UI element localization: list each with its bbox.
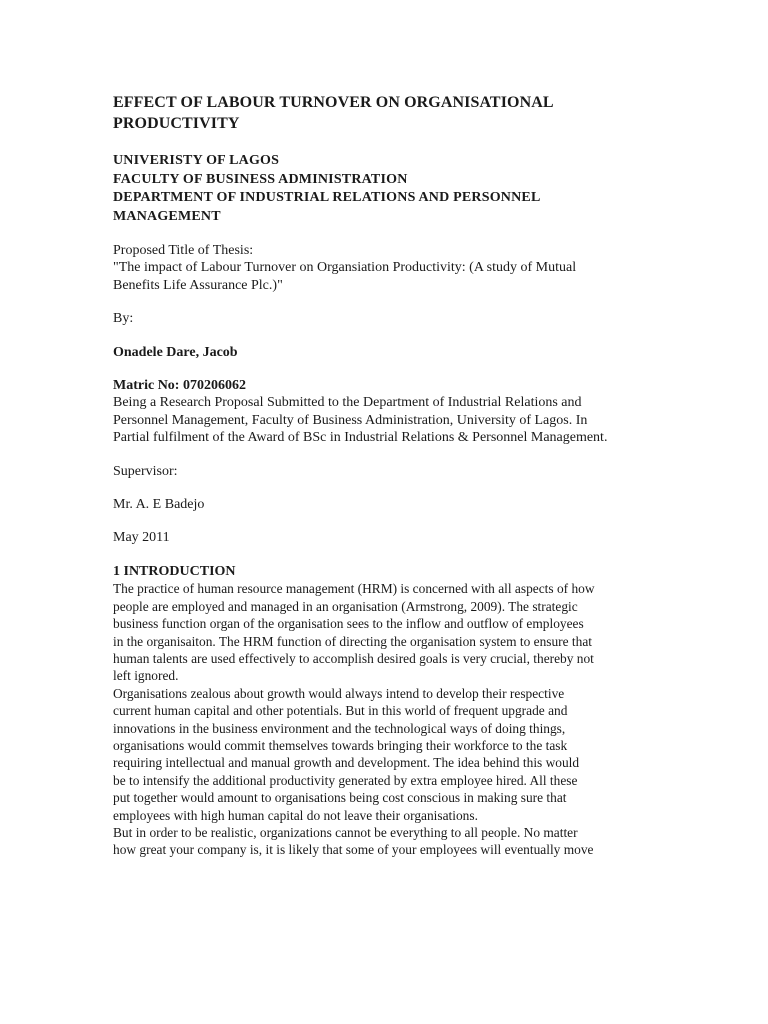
proposal-date: May 2011 xyxy=(113,530,170,546)
paragraph-line: The practice of human resource management (HRM) is concerned with all aspects of how xyxy=(113,581,595,597)
paragraph-line: people are employed and managed in an organisation (Armstrong, 2009). The strategic xyxy=(113,598,578,614)
supervisor-name: Mr. A. E Badejo xyxy=(113,497,205,513)
paragraph-line: human talents are used effectively to accomplish desired goals is very crucial, thereby not xyxy=(113,650,594,666)
thesis-title-line: "The impact of Labour Turnover on Organsiation Productivity: (A study of Mutual xyxy=(113,260,577,276)
matric-number: Matric No: 070206062 xyxy=(113,378,246,394)
intro-paragraph-2 xyxy=(113,685,658,859)
paragraph-line: left ignored. xyxy=(113,668,179,684)
paragraph-line: employees with high human capital do not leave their organisations. xyxy=(113,807,478,823)
paragraph-line: how great your company is, it is likely that some of your employees will eventually move xyxy=(113,842,594,858)
supervisor-label: Supervisor: xyxy=(113,463,178,479)
thesis-label: Proposed Title of Thesis: xyxy=(113,243,254,258)
proposal-statement xyxy=(113,394,658,446)
paragraph-line: But in order to be realistic, organizations cannot be everything to all people. No matter xyxy=(113,824,578,840)
section-heading-introduction: 1 INTRODUCTION xyxy=(113,563,236,579)
department-name-line1: DEPARTMENT OF INDUSTRIAL RELATIONS AND PERSONNEL xyxy=(113,190,541,205)
paragraph-line: in the organisaiton. The HRM function of directing the organisation system to ensure that xyxy=(113,633,593,649)
department-name-line2: MANAGEMENT xyxy=(113,208,221,224)
paragraph-line: business function organ of the organisation sees to the inflow and outflow of employees xyxy=(113,616,584,632)
author-name: Onadele Dare, Jacob xyxy=(113,344,238,360)
proposal-line: Partial fulfilment of the Award of BSc in Industrial Relations & Personnel Management. xyxy=(113,430,608,446)
proposal-line: Being a Research Proposal Submitted to the Department of Industrial Relations and xyxy=(113,395,582,411)
university-name: UNIVERISTY OF LAGOS xyxy=(113,153,280,168)
by-label: By: xyxy=(113,311,134,327)
paragraph-line: current human capital and other potentials. But in this world of frequent upgrade and xyxy=(113,703,568,719)
thesis-title-line: Benefits Life Assurance Plc.)" xyxy=(113,277,283,293)
institution-block xyxy=(113,152,658,226)
paragraph-line: be to intensify the additional productivity generated by extra employee hired. All these xyxy=(113,772,578,788)
faculty-name: FACULTY OF BUSINESS ADMINISTRATION xyxy=(113,171,408,187)
paragraph-line: Organisations zealous about growth would always intend to develop their respective xyxy=(113,685,565,701)
paragraph-line: innovations in the business environment and the technological ways of doing things, xyxy=(113,720,566,736)
paragraph-line: put together would amount to organisations being cost conscious in making sure that xyxy=(113,790,567,806)
document-title-line: PRODUCTIVITY xyxy=(113,115,240,132)
intro-paragraph-1 xyxy=(113,580,658,684)
document-title-line: EFFECT OF LABOUR TURNOVER ON ORGANISATIONAL xyxy=(113,94,554,111)
paragraph-line: requiring intellectual and manual growth and development. The idea behind this would xyxy=(113,755,580,771)
paragraph-line: organisations would commit themselves towards bringing their workforce to the task xyxy=(113,737,568,753)
proposal-line: Personnel Management, Faculty of Business Administration, University of Lagos. In xyxy=(113,412,588,428)
document-page xyxy=(113,92,658,859)
document-title xyxy=(113,92,658,134)
